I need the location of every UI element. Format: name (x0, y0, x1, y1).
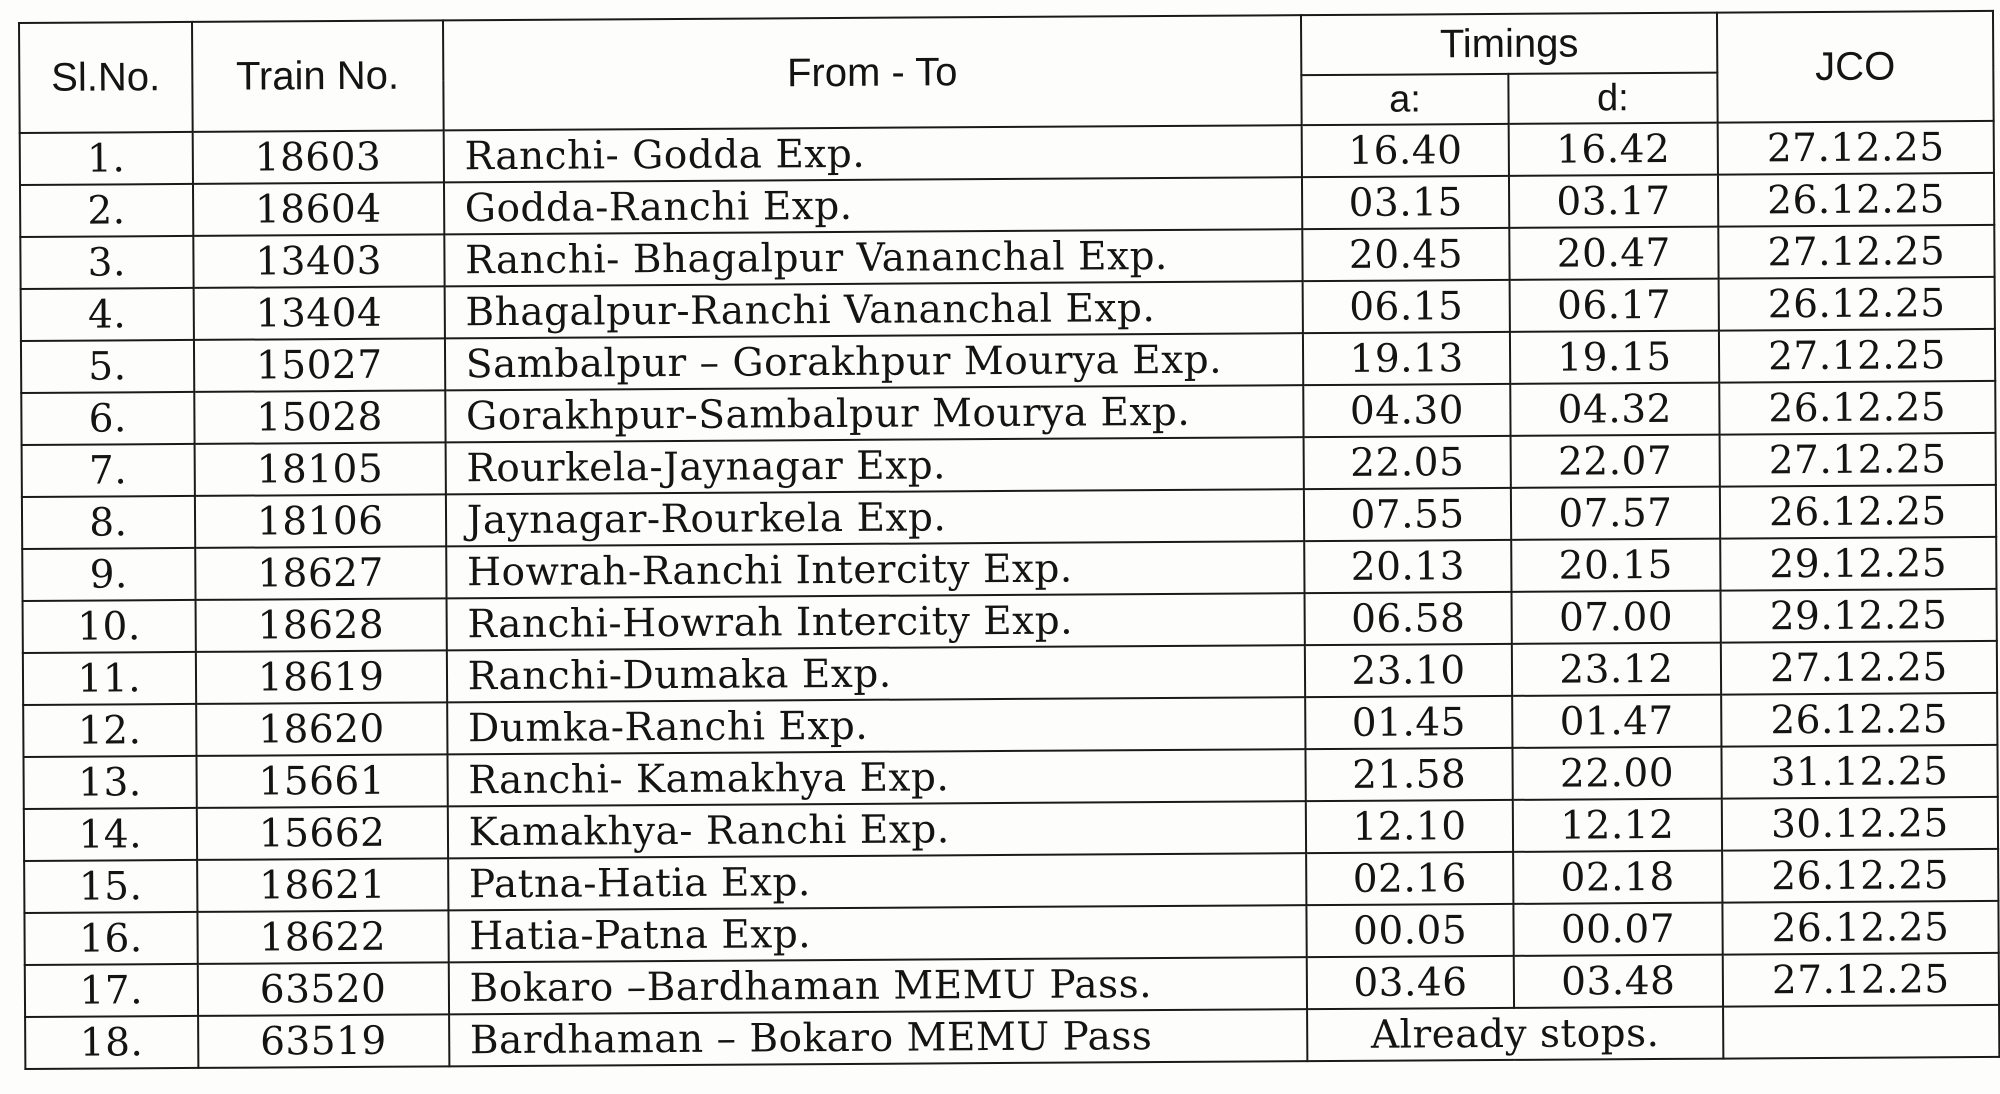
arrival-time-cell: 12.10 (1306, 800, 1513, 853)
route-cell: Bhagalpur-Ranchi Vananchal Exp. (444, 281, 1303, 338)
departure-time-cell: 02.18 (1513, 851, 1722, 904)
train-no-cell: 13404 (193, 286, 444, 340)
route-cell: Jaynagar-Rourkela Exp. (446, 489, 1305, 546)
jco-date-cell: 29.12.25 (1720, 589, 1996, 643)
arrival-time-cell: 23.10 (1305, 644, 1512, 697)
jco-date-cell: 26.12.25 (1721, 693, 1997, 747)
route-cell: Ranchi- Kamakhya Exp. (447, 749, 1306, 806)
route-cell: Rourkela-Jaynagar Exp. (445, 437, 1304, 494)
train-no-cell: 18603 (192, 130, 443, 184)
route-cell: Bardhaman – Bokaro MEMU Pass (449, 1009, 1308, 1066)
arrival-time-cell: 03.46 (1307, 956, 1514, 1009)
departure-time-cell: 19.15 (1510, 331, 1719, 384)
header-departure: d: (1508, 73, 1717, 124)
jco-date-cell: 30.12.25 (1722, 797, 1998, 851)
departure-time-cell: 07.00 (1511, 591, 1720, 644)
departure-time-cell: 00.07 (1513, 903, 1722, 956)
route-cell: Ranchi- Godda Exp. (443, 125, 1302, 182)
train-no-cell: 18620 (196, 702, 447, 756)
header-train-no: Train No. (192, 20, 444, 132)
jco-date-cell: 27.12.25 (1718, 225, 1994, 279)
timing-note-cell: Already stops. (1307, 1007, 1723, 1062)
header-sl-no: Sl.No. (19, 22, 192, 133)
jco-date-cell: 26.12.25 (1720, 485, 1996, 539)
departure-time-cell: 07.57 (1511, 487, 1720, 540)
train-no-cell: 18619 (196, 650, 447, 704)
sl-no-cell: 16. (24, 912, 197, 965)
table-row (25, 1005, 1999, 1069)
departure-time-cell: 16.42 (1509, 123, 1718, 176)
jco-date-cell: 29.12.25 (1720, 537, 1996, 591)
departure-time-cell: 22.07 (1511, 435, 1720, 488)
departure-time-cell: 23.12 (1512, 643, 1721, 696)
sl-no-cell: 14. (24, 808, 197, 861)
route-cell: Ranchi- Bhagalpur Vananchal Exp. (444, 229, 1303, 286)
departure-time-cell: 06.17 (1510, 279, 1719, 332)
train-no-cell: 18628 (195, 598, 446, 652)
jco-date-cell: 26.12.25 (1718, 173, 1994, 227)
train-no-cell: 18621 (197, 858, 448, 912)
jco-date-cell: 27.12.25 (1723, 953, 1999, 1007)
departure-time-cell: 04.32 (1510, 383, 1719, 436)
sl-no-cell: 15. (24, 860, 197, 913)
train-no-cell: 63520 (197, 962, 448, 1016)
sl-no-cell: 3. (20, 236, 193, 289)
sl-no-cell: 10. (23, 600, 196, 653)
sl-no-cell: 1. (20, 132, 193, 185)
route-cell: Kamakhya- Ranchi Exp. (447, 801, 1306, 858)
arrival-time-cell: 19.13 (1303, 332, 1510, 385)
train-no-cell: 15661 (196, 754, 447, 808)
departure-time-cell: 20.47 (1509, 227, 1718, 280)
train-no-cell: 13403 (193, 234, 444, 288)
arrival-time-cell: 01.45 (1305, 696, 1512, 749)
arrival-time-cell: 22.05 (1304, 436, 1511, 489)
departure-time-cell: 03.48 (1514, 955, 1723, 1008)
header-from-to: From - To (443, 15, 1302, 130)
sl-no-cell: 12. (23, 704, 196, 757)
jco-date-cell (1723, 1005, 1999, 1059)
route-cell: Gorakhpur-Sambalpur Mourya Exp. (445, 385, 1304, 442)
arrival-time-cell: 03.15 (1302, 176, 1509, 229)
train-no-cell: 18106 (195, 494, 446, 548)
train-no-cell: 18627 (195, 546, 446, 600)
route-cell: Howrah-Ranchi Intercity Exp. (446, 541, 1305, 598)
arrival-time-cell: 04.30 (1303, 384, 1510, 437)
departure-time-cell: 01.47 (1512, 695, 1721, 748)
jco-date-cell: 26.12.25 (1718, 277, 1994, 331)
table-body (20, 121, 2000, 1069)
train-no-cell: 15028 (194, 390, 445, 444)
jco-date-cell: 27.12.25 (1717, 121, 1993, 175)
route-cell: Patna-Hatia Exp. (448, 853, 1307, 910)
departure-time-cell: 22.00 (1512, 747, 1721, 800)
jco-date-cell: 26.12.25 (1719, 381, 1995, 435)
arrival-time-cell: 00.05 (1307, 904, 1514, 957)
departure-time-cell: 03.17 (1509, 175, 1718, 228)
sl-no-cell: 13. (23, 756, 196, 809)
sl-no-cell: 17. (25, 964, 198, 1017)
route-cell: Bokaro –Bardhaman MEMU Pass. (448, 957, 1307, 1014)
train-no-cell: 18622 (197, 910, 448, 964)
route-cell: Sambalpur – Gorakhpur Mourya Exp. (445, 333, 1304, 390)
jco-date-cell: 26.12.25 (1722, 901, 1998, 955)
sl-no-cell: 4. (21, 288, 194, 341)
arrival-time-cell: 21.58 (1306, 748, 1513, 801)
jco-date-cell: 27.12.25 (1721, 641, 1997, 695)
jco-date-cell: 31.12.25 (1721, 745, 1997, 799)
header-arrival: a: (1302, 74, 1509, 125)
train-no-cell: 18105 (194, 442, 445, 496)
train-no-cell: 15662 (196, 806, 447, 860)
jco-date-cell: 26.12.25 (1722, 849, 1998, 903)
train-stoppage-table (18, 10, 2000, 1070)
table-header (19, 11, 1994, 133)
departure-time-cell: 20.15 (1511, 539, 1720, 592)
route-cell: Ranchi-Howrah Intercity Exp. (446, 593, 1305, 650)
sl-no-cell: 9. (22, 548, 195, 601)
sl-no-cell: 6. (21, 392, 194, 445)
arrival-time-cell: 20.13 (1304, 540, 1511, 593)
sl-no-cell: 2. (20, 184, 193, 237)
sl-no-cell: 5. (21, 340, 194, 393)
train-no-cell: 63519 (198, 1014, 449, 1068)
sl-no-cell: 7. (22, 444, 195, 497)
arrival-time-cell: 20.45 (1302, 228, 1509, 281)
route-cell: Hatia-Patna Exp. (448, 905, 1307, 962)
arrival-time-cell: 16.40 (1302, 124, 1509, 177)
arrival-time-cell: 02.16 (1306, 852, 1513, 905)
route-cell: Dumka-Ranchi Exp. (447, 697, 1306, 754)
train-no-cell: 15027 (194, 338, 445, 392)
route-cell: Godda-Ranchi Exp. (444, 177, 1303, 234)
sl-no-cell: 8. (22, 496, 195, 549)
header-jco: JCO (1717, 11, 1994, 123)
jco-date-cell: 27.12.25 (1719, 329, 1995, 383)
jco-date-cell: 27.12.25 (1719, 433, 1995, 487)
train-no-cell: 18604 (193, 182, 444, 236)
arrival-time-cell: 06.15 (1303, 280, 1510, 333)
arrival-time-cell: 06.58 (1305, 592, 1512, 645)
arrival-time-cell: 07.55 (1304, 488, 1511, 541)
departure-time-cell: 12.12 (1513, 799, 1722, 852)
sl-no-cell: 11. (23, 652, 196, 705)
header-timings: Timings (1301, 13, 1717, 76)
sl-no-cell: 18. (25, 1016, 198, 1069)
route-cell: Ranchi-Dumaka Exp. (447, 645, 1306, 702)
